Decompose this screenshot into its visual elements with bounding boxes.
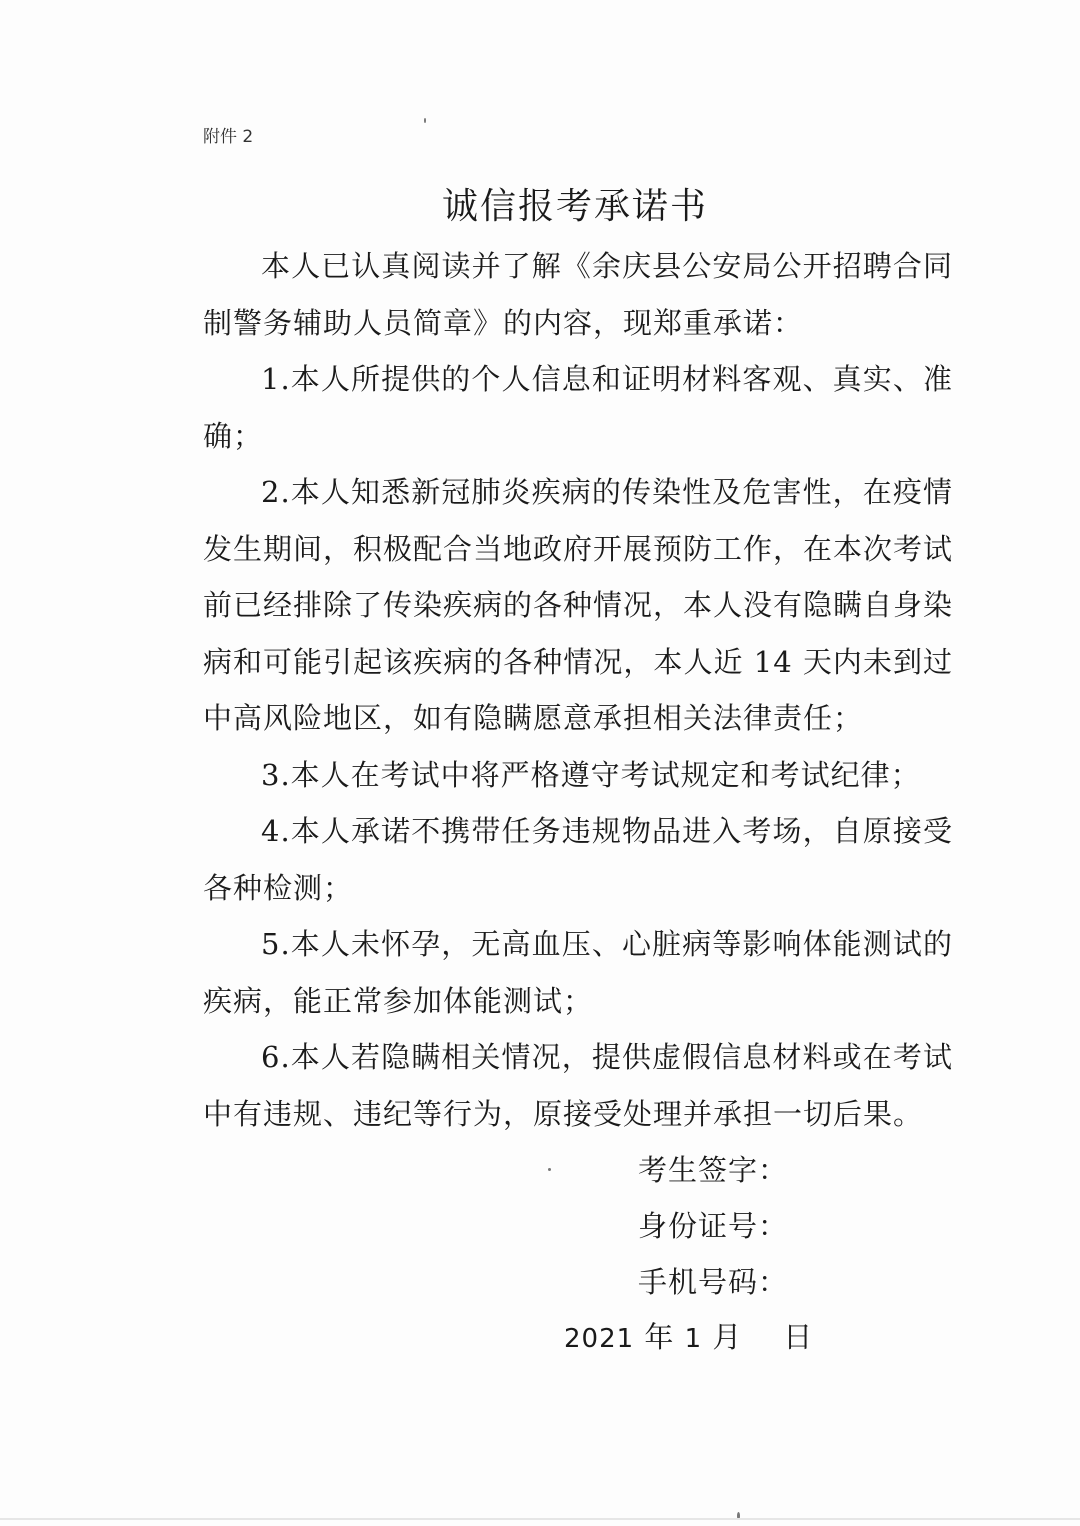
document-body <box>203 238 953 1142</box>
signature-block <box>638 1142 788 1310</box>
pledge-item-4: 4.本人承诺不携带任务违规物品进入考场，自原接受各种检测； <box>203 814 953 905</box>
attachment-label: 附件 2 <box>203 127 254 147</box>
date-line <box>564 1315 813 1356</box>
date-month-unit: 月 <box>712 1320 743 1354</box>
pledge-item-2: 2.本人知悉新冠肺炎疾病的传染性及危害性，在疫情发生期间，积极配合当地政府开展预防工作，在本次考试前已经排除了传染疾病的各种情况，本人没有隐瞒自身染病和可能引起该疾病的各种情况，本人近 14 天内未到过中高风险地区，如有隐瞒愿意承担相关法律责任； <box>203 475 954 735</box>
document-title: 诚信报考承诺书 <box>441 186 708 227</box>
intro-paragraph: 本人已认真阅读并了解《余庆县公安局公开招聘合同制警务辅助人员简章》的内容，现郑重承诺： <box>203 249 953 340</box>
candidate-signature-label: 考生签字： <box>638 1153 789 1187</box>
scan-bottom-edge <box>0 1518 1080 1520</box>
date-day-unit: 日 <box>783 1320 814 1354</box>
pledge-item-6: 6.本人若隐瞒相关情况，提供虚假信息材料或在考试中有违规、违纪等行为，原接受处理并承担一切后果。 <box>203 1040 953 1131</box>
date-year-unit: 年 <box>644 1320 675 1354</box>
pledge-item-1: 1.本人所提供的个人信息和证明材料客观、真实、准确； <box>203 362 953 453</box>
date-year: 2021 <box>564 1324 635 1354</box>
scan-speck <box>548 1168 551 1171</box>
date-month: 1 <box>684 1324 703 1354</box>
pledge-item-3: 3.本人在考试中将严格遵守考试规定和考试纪律； <box>261 757 921 792</box>
id-number-label: 身份证号： <box>638 1209 789 1243</box>
phone-number-label: 手机号码： <box>638 1265 789 1299</box>
date-day-blank <box>753 1320 773 1354</box>
scan-speck <box>424 118 426 123</box>
pledge-item-5: 5.本人未怀孕，无高血压、心脏病等影响体能测试的疾病，能正常参加体能测试； <box>203 927 953 1018</box>
